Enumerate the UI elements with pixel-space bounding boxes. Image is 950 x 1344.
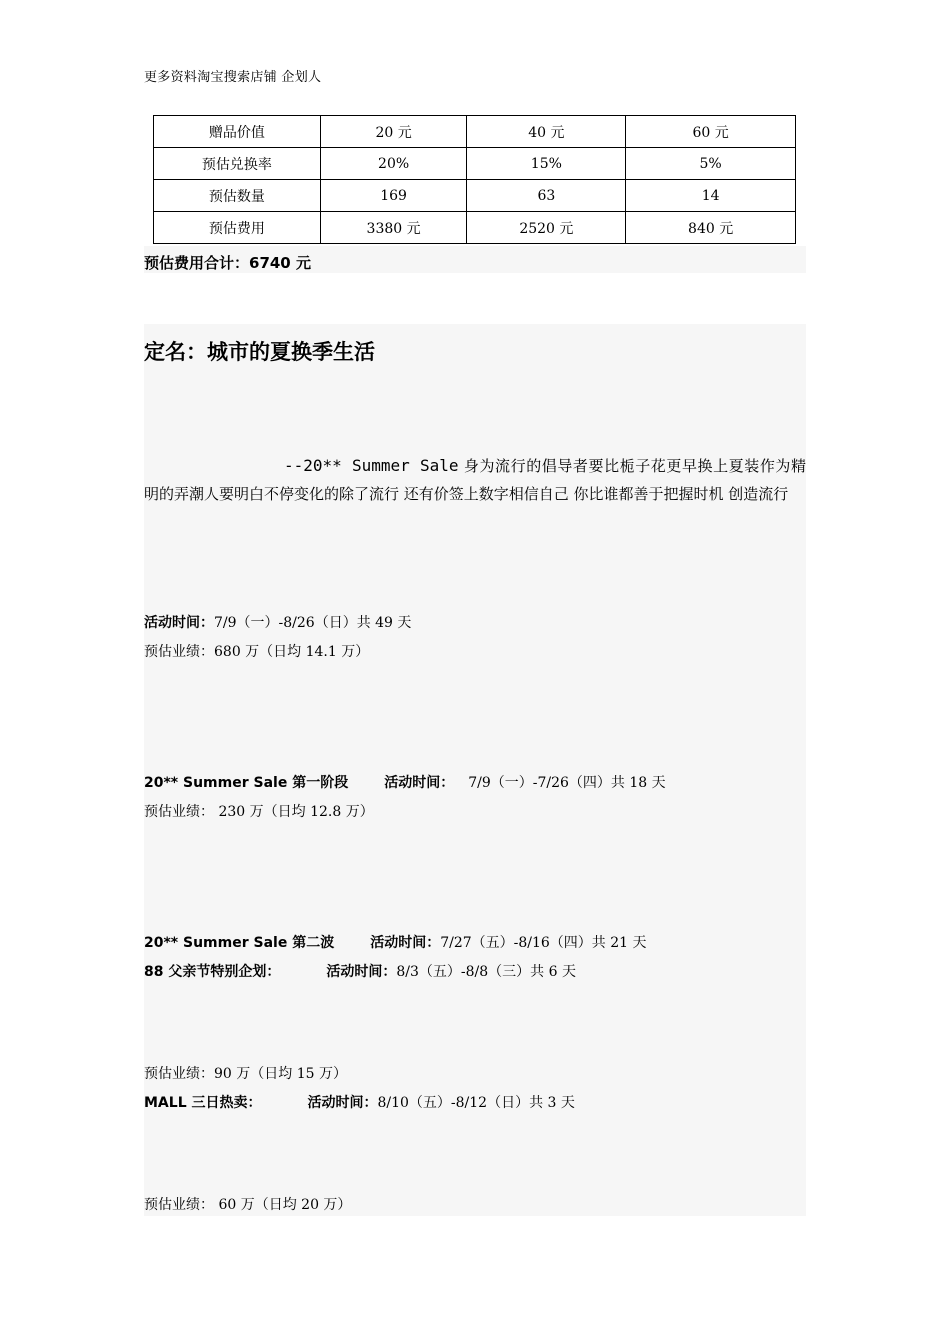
table-cell: 169 [320,180,467,212]
table-row [154,148,796,180]
overall-forecast: 预估业绩：680 万（日均 14.1 万） [144,644,370,660]
phase2-name: 20** Summer Sale 第二波 [144,935,335,951]
table-cell: 60 元 [626,116,796,148]
table-cell: 15% [467,148,626,180]
phase2-line [144,932,647,952]
mall-sale-forecast: 预估业绩： 60 万（日均 20 万） [144,1197,352,1213]
table-cell: 40 元 [467,116,626,148]
fathers-day-name: 88 父亲节特别企划： [144,964,281,980]
table-row [154,180,796,212]
section-title: 定名：城市的夏换季生活 [144,340,375,364]
overall-time-line [144,612,411,632]
table-cell: 20% [320,148,467,180]
mall-sale-name: MALL 三日热卖： [144,1095,262,1111]
intro-text: 身为流行的倡导者要比栀子花更早换上夏装作为精明的弄潮人要明白不停变化的除了流行 还有价签上数字相信自己 你比谁都善于把握时机 创造流行 [144,457,806,503]
fathers-day-line [144,961,576,981]
table-cell: 赠品价值 [154,116,321,148]
table-cell: 63 [467,180,626,212]
phase1-name: 20** Summer Sale 第一阶段 [144,775,349,791]
mall-sale-time-value: 8/10（五）-8/12（日）共 3 天 [377,1095,575,1111]
table-row [154,116,796,148]
table-cell: 14 [626,180,796,212]
table-cell: 840 元 [626,212,796,244]
gift-cost-table [153,115,796,244]
phase1-time-value: 7/9（一）-7/26（四）共 18 天 [468,775,666,791]
mall-sale-time-label: 活动时间： [307,1095,378,1111]
intro-paragraph [144,452,806,508]
fathers-day-forecast: 预估业绩：90 万（日均 15 万） [144,1066,347,1082]
phase1-line [144,772,666,792]
phase1-forecast: 预估业绩： 230 万（日均 12.8 万） [144,804,374,820]
phase2-time-value: 7/27（五）-8/16（四）共 21 天 [440,935,647,951]
table-row [154,212,796,244]
table-cell: 2520 元 [467,212,626,244]
fathers-day-time-label: 活动时间： [326,964,397,980]
header-note: 更多资料淘宝搜索店铺 企划人 [144,70,322,85]
table-cell: 预估数量 [154,180,321,212]
fathers-day-time-value: 8/3（五）-8/8（三）共 6 天 [396,964,576,980]
table-cell: 预估兑换率 [154,148,321,180]
phase1-time-label: 活动时间： [384,775,455,791]
phase2-time-label: 活动时间： [370,935,441,951]
mall-sale-line [144,1092,575,1112]
table-cell: 5% [626,148,796,180]
overall-time-label: 活动时间： [144,615,214,631]
total-cost: 预估费用合计：6740 元 [144,254,311,272]
table-cell: 预估费用 [154,212,321,244]
overall-time-value: 7/9（一）-8/26（日）共 49 天 [214,615,412,631]
tagline: --20** Summer Sale [284,456,459,475]
table-cell: 20 元 [320,116,467,148]
table-cell: 3380 元 [320,212,467,244]
